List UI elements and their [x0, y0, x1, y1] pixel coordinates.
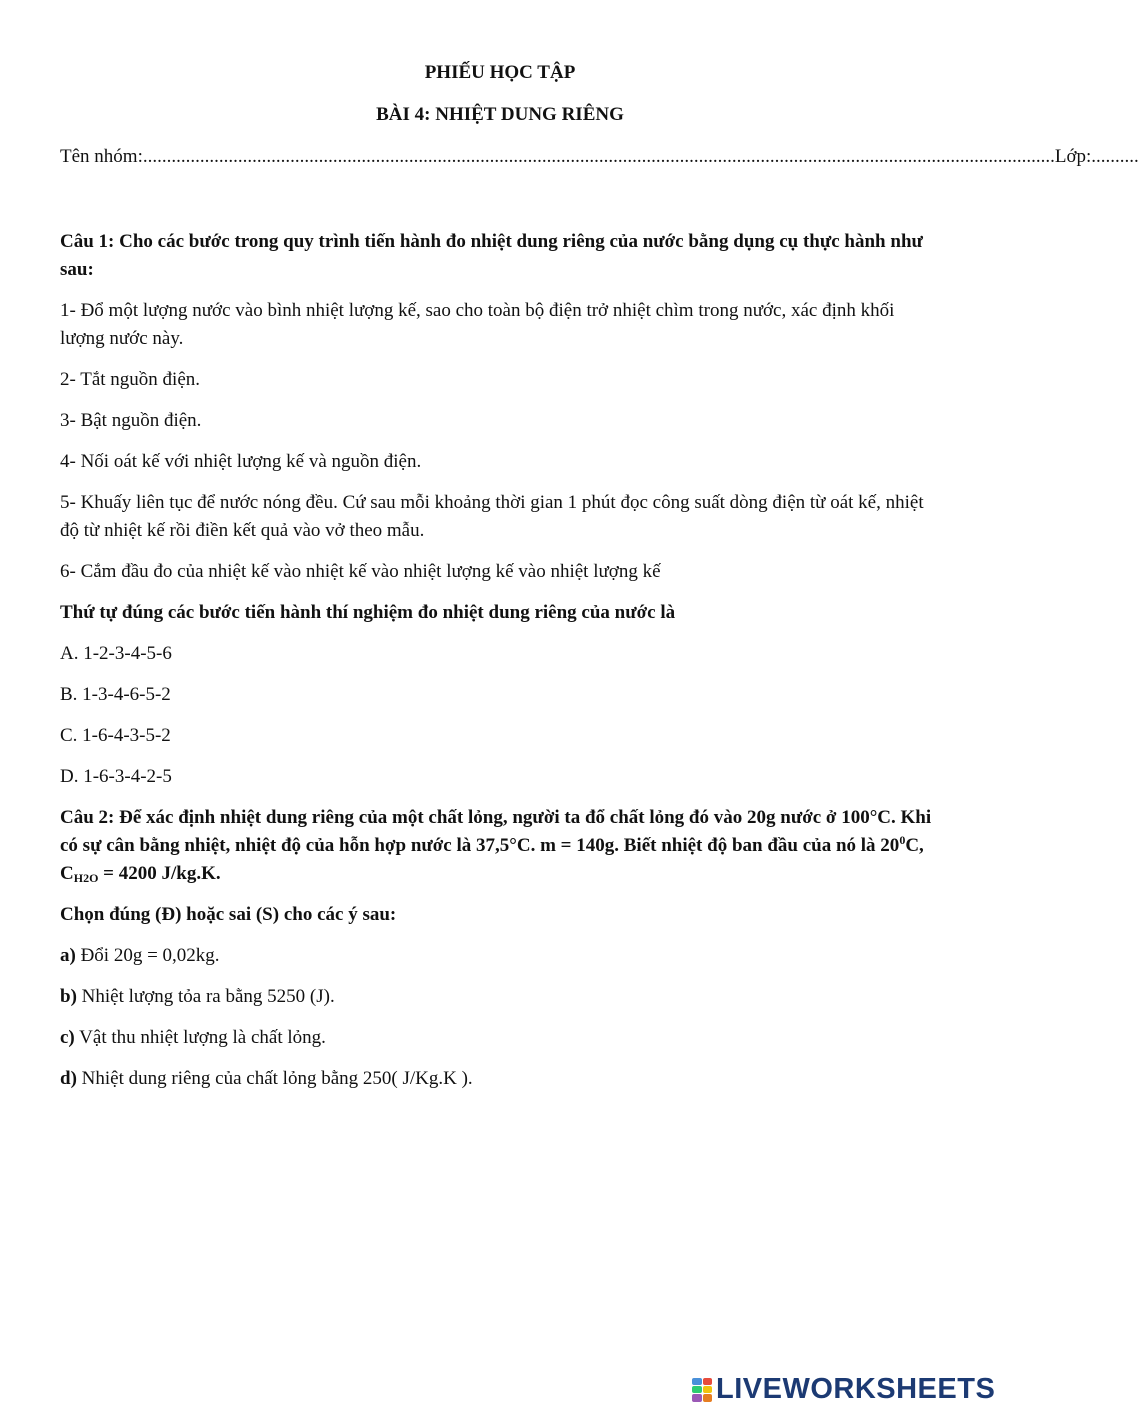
q1-step-1: 1- Đổ một lượng nước vào bình nhiệt lượng kế, sao cho toàn bộ điện trở nhiệt chìm trong nước, xác định khối lượng nước này. [60, 300, 895, 349]
group-class-line [60, 146, 1139, 168]
q1-option-d[interactable]: D. 1-6-3-4-2-5 [60, 766, 172, 787]
lesson-title: BÀI 4: NHIỆT DUNG RIÊNG [376, 104, 624, 125]
q1-step-3: 3- Bật nguồn điện. [60, 410, 202, 431]
worksheet-content [60, 228, 940, 1106]
liveworksheets-brand: LIVEWORKSHEETS [716, 1373, 996, 1405]
question-1-heading: Câu 1: Cho các bước trong quy trình tiến hành đo nhiệt dung riêng của nước bằng dụng cụ thực hành như sau: [60, 231, 923, 280]
group-label: Tên nhóm: [60, 146, 143, 167]
question-1-prompt: Thứ tự đúng các bước tiến hành thí nghiệm đo nhiệt dung riêng của nước là [60, 602, 676, 623]
worksheet-title: PHIẾU HỌC TẬP [424, 62, 576, 83]
q2-item-c[interactable]: c) Vật thu nhiệt lượng là chất lỏng. [60, 1027, 326, 1048]
q1-step-2: 2- Tắt nguồn điện. [60, 369, 201, 390]
liveworksheets-logo [692, 1373, 995, 1406]
q1-option-a[interactable]: A. 1-2-3-4-5-6 [60, 643, 172, 664]
class-label[interactable]: Lớp:.......... [1054, 146, 1139, 167]
q1-option-b[interactable]: B. 1-3-4-6-5-2 [60, 684, 171, 705]
q2-item-a[interactable]: a) Đổi 20g = 0,02kg. [60, 945, 220, 966]
liveworksheets-icon [692, 1378, 712, 1402]
q1-step-6: 6- Cắm đầu đo của nhiệt kế vào nhiệt kế vào nhiệt lượng kế vào nhiệt lượng kế [60, 561, 661, 582]
q2-item-d[interactable]: d) Nhiệt dung riêng của chất lỏng bằng 250( J/Kg.K ). [60, 1068, 473, 1089]
question-2-instruction: Chọn đúng (Đ) hoặc sai (S) cho các ý sau: [60, 904, 397, 925]
question-2-heading: Câu 2: Để xác định nhiệt dung riêng của một chất lỏng, người ta đổ chất lỏng đó vào 20g nước ở 100°C. Khi có sự cân bằng nhiệt, nhiệt độ của hỗn hợp nước là 37,5°C. m = 140g. Biết nhiệt độ ban đầu của nó là $20^0C$, $C_{H2O} = 4200$ J/kg.K. [60, 807, 932, 885]
group-name-blank[interactable]: ................................................................................................................................................................................................ [142, 146, 1055, 167]
q2-item-b[interactable]: b) Nhiệt lượng tỏa ra bằng 5250 (J). [60, 986, 335, 1007]
q1-option-c[interactable]: C. 1-6-4-3-5-2 [60, 725, 171, 746]
q1-step-4: 4- Nối oát kế với nhiệt lượng kế và nguồn điện. [60, 451, 422, 472]
q1-step-5: 5- Khuấy liên tục để nước nóng đều. Cứ sau mỗi khoảng thời gian 1 phút đọc công suất dòng điện từ oát kế, nhiệt độ từ nhiệt kế rồi điền kết quả vào vở theo mẫu. [60, 492, 924, 541]
